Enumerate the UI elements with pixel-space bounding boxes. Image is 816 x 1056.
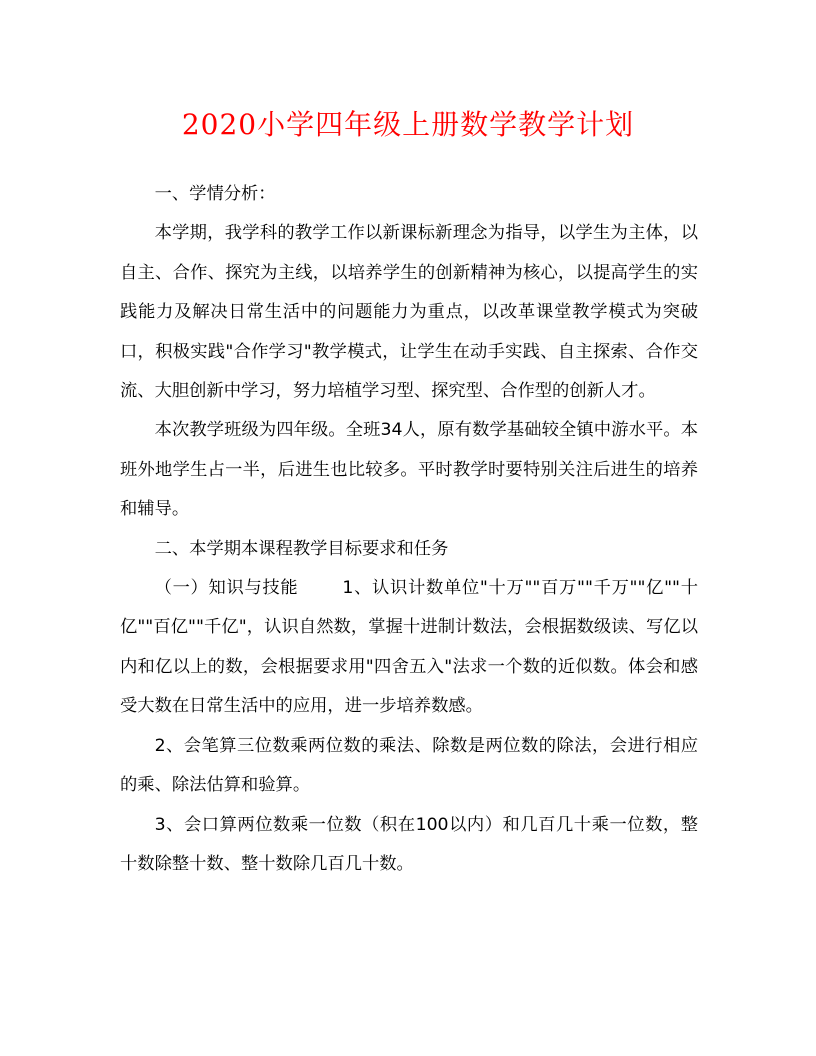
list-item-1 [120, 569, 698, 727]
list-item-1-text: 1、认识计数单位"十万""百万""千万""亿""十亿""百亿""千亿"，认识自然数，掌握十进制计数法，会根据数级读、写亿以内和亿以上的数，会根据要求用"四舍五入"法求一个数的近似数。体会和感受大数在日常生活中的应用，进一步培养数感。 [120, 578, 698, 717]
section-heading-2: 二、本学期本课程教学目标要求和任务 [154, 538, 449, 559]
paragraph-2: 本次教学班级为四年级。全班34人，原有数学基础较全镇中游水平。本班外地学生占一半，后进生也比较多。平时教学时要特别关注后进生的培养和辅导。 [120, 420, 698, 520]
paragraph-1: 本学期，我学科的教学工作以新课标新理念为指导，以学生为主体，以自主、合作、探究为主线，以培养学生的创新精神为核心，以提高学生的实践能力及解决日常生活中的问题能力为重点，以改革课堂教学模式为突破口，积极实践"合作学习"教学模式，让学生在动手实践、自主探索、合作交流、大胆创新中学习，努力培植学习型、探究型、合作型的创新人才。 [120, 223, 698, 402]
list-item-3: 3、会口算两位数乘一位数（积在100以内）和几百几十乘一位数，整十数除整十数、整十数除几百几十数。 [120, 814, 698, 874]
list-item-2: 2、会笔算三位数乘两位数的乘法、除数是两位数的除法，会进行相应的乘、除法估算和验算。 [120, 735, 698, 796]
document-body [120, 175, 698, 884]
document-title: 2020小学四年级上册数学教学计划 [181, 108, 635, 141]
subsection-label: （一）知识与技能 [154, 578, 299, 599]
section-heading-1: 一、学情分析： [154, 184, 276, 204]
